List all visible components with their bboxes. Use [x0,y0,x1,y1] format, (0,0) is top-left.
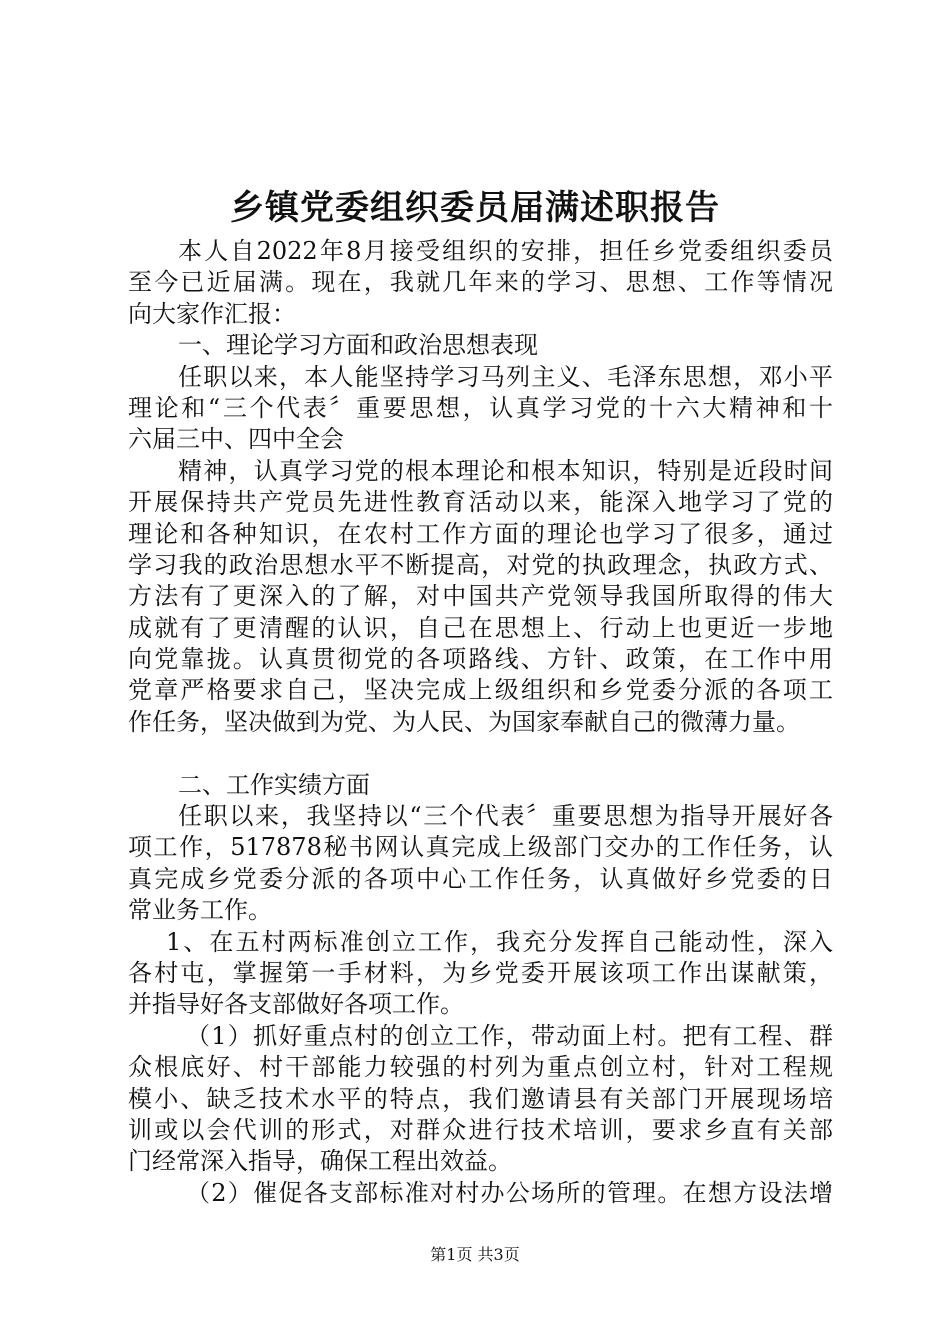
paragraph-line: 至今已近届满。现在，我就几年来的学习、思想、工作等情况 [128,268,833,297]
paragraph-line: 门经常深入指导，确保工程出效益。 [128,1147,512,1176]
paragraph-line: 真完成乡党委分派的各项中心工作任务，认真做好乡党委的日 [128,864,833,893]
blank-line [128,738,833,769]
paragraph-line: 向大家作汇报： [128,299,296,328]
paragraph-line: 任职以来，本人能坚持学习马列主义、毛泽东思想，邓小平 [178,362,833,391]
paragraph-line: （1）抓好重点村的创立工作，带动面上村。把有工程、群 [186,1021,833,1050]
paragraph-line: 模小、缺乏技术水平的特点，我们邀请县有关部门开展现场培 [128,1084,833,1113]
paragraph-line: 并指导好各支部做好各项工作。 [128,990,464,1019]
paragraph-line: 本人自2022年8月接受组织的安排，担任乡党委组织委员 [178,237,833,265]
document-body [128,236,833,1209]
paragraph-line: 方法有了更深入的了解，对中国共产党领导我国所取得的伟大 [128,582,833,611]
paragraph-line: 常业务工作。 [128,896,272,925]
paragraph-line: 六届三中、四中全会 [128,425,344,454]
paragraph-line: 训或以会代训的形式，对群众进行技术培训，要求乡直有关部 [128,1115,833,1144]
paragraph-line: 众根底好、村干部能力较强的村列为重点创立村，针对工程规 [128,1053,833,1082]
paragraph-line: 精神，认真学习党的根本理论和根本知识，特别是近段时间 [178,456,833,485]
paragraph-line: 各村屯，掌握第一手材料，为乡党委开展该项工作出谋献策， [128,958,833,987]
paragraph-line: 任职以来，我坚持以“三个代表〞重要思想为指导开展好各 [178,802,833,831]
section-heading-2: 二、工作实绩方面 [178,770,370,799]
document-title: 乡镇党委组织委员届满述职报告 [230,188,720,228]
paragraph-line: 开展保持共产党员先进性教育活动以来，能深入地学习了党的 [128,488,833,517]
paragraph-line: 项工作，517878秘书网认真完成上级部门交办的工作任务，认 [128,833,833,862]
paragraph-line: （2）催促各支部标准对村办公场所的管理。在想方设法增 [186,1178,833,1207]
paragraph-line: 作任务，坚决做到为党、为人民、为国家奉献自己的微薄力量。 [128,707,800,736]
paragraph-line: 向党靠拢。认真贯彻党的各项路线、方针、政策，在工作中用 [128,645,833,674]
paragraph-line: 1、在五村两标准创立工作，我充分发挥自己能动性，深入 [166,927,833,956]
paragraph-line: 党章严格要求自己，坚决完成上级组织和乡党委分派的各项工 [128,676,833,705]
page-number-footer: 第1页 共3页 [430,1245,520,1264]
paragraph-line: 成就有了更清醒的认识，自己在思想上、行动上也更近一步地 [128,613,833,642]
paragraph-line: 理论和各种知识，在农村工作方面的理论也学习了很多，通过 [128,519,833,548]
section-heading-1: 一、理论学习方面和政治思想表现 [178,331,538,360]
paragraph-line: 理论和“三个代表〞重要思想，认真学习党的十六大精神和十 [128,393,833,422]
paragraph-line: 学习我的政治思想水平不断提高，对党的执政理念，执政方式、 [128,550,833,579]
